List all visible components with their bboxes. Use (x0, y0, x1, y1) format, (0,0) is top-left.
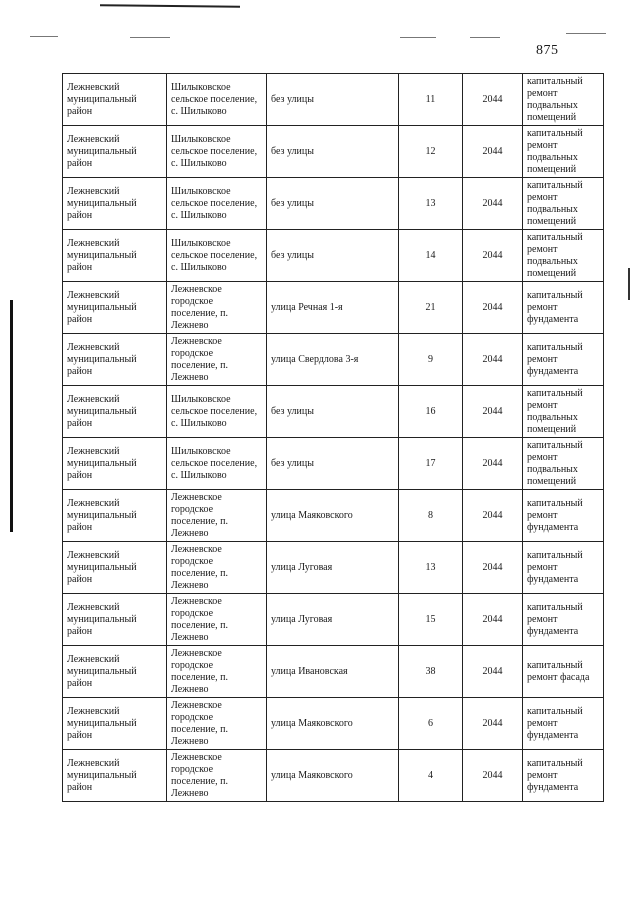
table-row (63, 386, 604, 438)
year-cell: 2044 (463, 230, 523, 282)
scan-artifact-right-edge (628, 268, 630, 300)
settlement-cell: Лежневское городское поселение, п. Лежнево (167, 334, 267, 386)
street-cell: улица Маяковского (267, 698, 399, 750)
scan-artifact-dash (470, 37, 500, 38)
year-cell: 2044 (463, 126, 523, 178)
district-cell: Лежневский муниципальный район (63, 594, 167, 646)
year-cell: 2044 (463, 178, 523, 230)
settlement-cell: Лежневское городское поселение, п. Лежнево (167, 646, 267, 698)
work-type-cell: капитальный ремонт фасада (523, 646, 604, 698)
work-type-cell: капитальный ремонт фундамента (523, 594, 604, 646)
table-row (63, 126, 604, 178)
district-cell: Лежневский муниципальный район (63, 74, 167, 126)
table-body (63, 74, 604, 802)
work-type-cell: капитальный ремонт фундамента (523, 750, 604, 802)
table-row (63, 594, 604, 646)
year-cell: 2044 (463, 698, 523, 750)
district-cell: Лежневский муниципальный район (63, 178, 167, 230)
street-cell: без улицы (267, 178, 399, 230)
street-cell: улица Ивановская (267, 646, 399, 698)
table-row (63, 646, 604, 698)
district-cell: Лежневский муниципальный район (63, 490, 167, 542)
table-row (63, 230, 604, 282)
house-number-cell: 14 (399, 230, 463, 282)
house-number-cell: 9 (399, 334, 463, 386)
year-cell: 2044 (463, 594, 523, 646)
district-cell: Лежневский муниципальный район (63, 750, 167, 802)
district-cell: Лежневский муниципальный район (63, 438, 167, 490)
work-type-cell: капитальный ремонт подвальных помещений (523, 386, 604, 438)
settlement-cell: Шилыковское сельское поселение, с. Шилыково (167, 386, 267, 438)
house-number-cell: 6 (399, 698, 463, 750)
scan-artifact-dash (130, 37, 170, 38)
district-cell: Лежневский муниципальный район (63, 334, 167, 386)
settlement-cell: Лежневское городское поселение, п. Лежнево (167, 282, 267, 334)
scan-artifact-top-line (100, 4, 240, 7)
work-type-cell: капитальный ремонт подвальных помещений (523, 438, 604, 490)
street-cell: улица Луговая (267, 542, 399, 594)
work-type-cell: капитальный ремонт подвальных помещений (523, 74, 604, 126)
year-cell: 2044 (463, 334, 523, 386)
street-cell: без улицы (267, 126, 399, 178)
settlement-cell: Лежневское городское поселение, п. Лежнево (167, 490, 267, 542)
work-type-cell: капитальный ремонт подвальных помещений (523, 178, 604, 230)
table-row (63, 74, 604, 126)
district-cell: Лежневский муниципальный район (63, 126, 167, 178)
house-number-cell: 12 (399, 126, 463, 178)
year-cell: 2044 (463, 282, 523, 334)
street-cell: без улицы (267, 74, 399, 126)
house-number-cell: 15 (399, 594, 463, 646)
year-cell: 2044 (463, 750, 523, 802)
year-cell: 2044 (463, 646, 523, 698)
page-number: 875 (536, 43, 559, 58)
house-number-cell: 4 (399, 750, 463, 802)
year-cell: 2044 (463, 542, 523, 594)
year-cell: 2044 (463, 74, 523, 126)
work-type-cell: капитальный ремонт фундамента (523, 490, 604, 542)
table-row (63, 178, 604, 230)
work-type-cell: капитальный ремонт фундамента (523, 282, 604, 334)
work-type-cell: капитальный ремонт подвальных помещений (523, 230, 604, 282)
work-type-cell: капитальный ремонт подвальных помещений (523, 126, 604, 178)
table-row (63, 490, 604, 542)
street-cell: улица Луговая (267, 594, 399, 646)
house-number-cell: 8 (399, 490, 463, 542)
district-cell: Лежневский муниципальный район (63, 698, 167, 750)
house-number-cell: 11 (399, 74, 463, 126)
settlement-cell: Лежневское городское поселение, п. Лежнево (167, 698, 267, 750)
district-cell: Лежневский муниципальный район (63, 230, 167, 282)
street-cell: улица Свердлова 3-я (267, 334, 399, 386)
work-type-cell: капитальный ремонт фундамента (523, 334, 604, 386)
street-cell: без улицы (267, 386, 399, 438)
house-number-cell: 13 (399, 542, 463, 594)
table-row (63, 282, 604, 334)
table-row (63, 542, 604, 594)
settlement-cell: Шилыковское сельское поселение, с. Шилыково (167, 438, 267, 490)
district-cell: Лежневский муниципальный район (63, 646, 167, 698)
year-cell: 2044 (463, 438, 523, 490)
settlement-cell: Лежневское городское поселение, п. Лежнево (167, 542, 267, 594)
settlement-cell: Лежневское городское поселение, п. Лежнево (167, 750, 267, 802)
street-cell: улица Маяковского (267, 750, 399, 802)
settlement-cell: Шилыковское сельское поселение, с. Шилыково (167, 74, 267, 126)
house-number-cell: 13 (399, 178, 463, 230)
scan-artifact-dash (30, 36, 58, 37)
table-row (63, 334, 604, 386)
settlement-cell: Шилыковское сельское поселение, с. Шилыково (167, 230, 267, 282)
year-cell: 2044 (463, 490, 523, 542)
table-row (63, 438, 604, 490)
street-cell: без улицы (267, 438, 399, 490)
district-cell: Лежневский муниципальный район (63, 542, 167, 594)
work-type-cell: капитальный ремонт фундамента (523, 542, 604, 594)
street-cell: улица Речная 1-я (267, 282, 399, 334)
house-number-cell: 21 (399, 282, 463, 334)
settlement-cell: Шилыковское сельское поселение, с. Шилыково (167, 126, 267, 178)
district-cell: Лежневский муниципальный район (63, 386, 167, 438)
settlement-cell: Лежневское городское поселение, п. Лежнево (167, 594, 267, 646)
house-number-cell: 16 (399, 386, 463, 438)
year-cell: 2044 (463, 386, 523, 438)
work-type-cell: капитальный ремонт фундамента (523, 698, 604, 750)
table-row (63, 750, 604, 802)
table-row (63, 698, 604, 750)
house-number-cell: 17 (399, 438, 463, 490)
capital-repair-table (62, 73, 604, 802)
district-cell: Лежневский муниципальный район (63, 282, 167, 334)
scan-artifact-dash (566, 33, 606, 34)
settlement-cell: Шилыковское сельское поселение, с. Шилыково (167, 178, 267, 230)
scan-artifact-dash (400, 37, 436, 38)
house-number-cell: 38 (399, 646, 463, 698)
street-cell: улица Маяковского (267, 490, 399, 542)
street-cell: без улицы (267, 230, 399, 282)
scan-artifact-left-edge (10, 300, 13, 532)
